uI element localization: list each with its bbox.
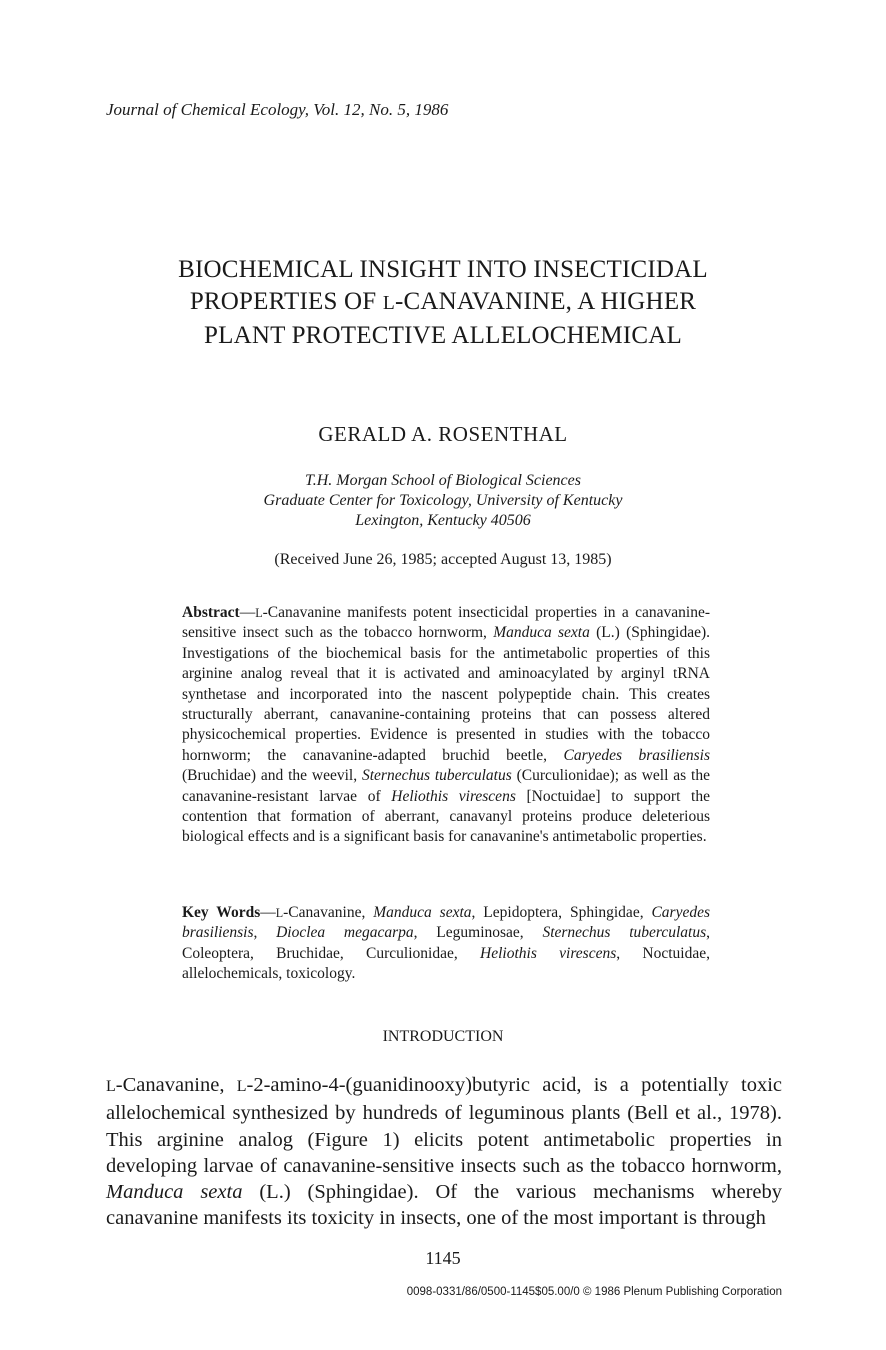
affiliation-line-1: T.H. Morgan School of Biological Sciences xyxy=(305,472,581,489)
author-name: GERALD A. ROSENTHAL xyxy=(318,422,568,446)
affiliation xyxy=(0,471,886,531)
affiliation-line-3: Lexington, Kentucky 40506 xyxy=(355,512,531,529)
page-number: 1145 xyxy=(425,1248,461,1268)
paper-title xyxy=(0,254,886,352)
introduction-paragraph: L-Canavanine, L-2-amino-4-(guanidinooxy)butyric acid, is a potentially toxic allelochemical synthesized by hundreds of leguminous plants (Bell et al., 1978). This arginine analog (Figure 1) elicits potent antimetabolic properties in developing larvae of canavanine-sensitive insects such as the tobacco hornworm, Manduca sexta (L.) (Sphingidae). Of the various mechanisms whereby canavanine manifests its toxicity in insects, one of the most important is through xyxy=(106,1074,783,1230)
journal-citation: Journal of Chemical Ecology, Vol. 12, No. 5, 1986 xyxy=(106,100,449,119)
received-dates: (Received June 26, 1985; accepted August 13, 1985) xyxy=(274,551,612,568)
abstract: Abstract—L-Canavanine manifests potent insecticidal properties in a canavanine-sensitive insect such as the tobacco hornworm, Manduca sexta (L.) (Sphingidae). Investigations of the biochemical basis for the antimetabolic properties of this arginine analog reveal that it is activated and aminoacylated by arginyl tRNA synthetase and incorporated into the nascent polypeptide chain. This creates structurally aberrant, canavanine-containing proteins that can possess altered physicochemical properties. Evidence is presented in studies with the tobacco hornworm; the canavanine-adapted bruchid beetle, Caryedes brasiliensis (Bruchidae) and the weevil, Sternechus tuberculatus (Curculionidae); as well as the canavanine-resistant larvae of Heliothis virescens [Noctuidae] to support the contention that formation of aberrant, canavanyl proteins produce deleterious biological effects and is a significant basis for canavanine's antimetabolic properties. xyxy=(182,604,711,846)
abstract-label: Abstract xyxy=(182,604,240,621)
key-words-label: Key Words xyxy=(182,904,261,921)
title-line-3: PLANT PROTECTIVE ALLELOCHEMICAL xyxy=(204,322,682,349)
affiliation-line-2: Graduate Center for Toxicology, University of Kentucky xyxy=(263,492,623,509)
key-words: Key Words—L-Canavanine, Manduca sexta, Lepidoptera, Sphingidae, Caryedes brasiliensis, Dioclea megacarpa, Leguminosae, Sternechus tuberculatus, Coleoptera, Bruchidae, Curculionidae, Heliothis virescens, Noctuidae, allelochemicals, toxicology. xyxy=(182,904,711,983)
title-line-2: PROPERTIES OF L-CANAVANINE, A HIGHER xyxy=(189,288,697,315)
section-heading-introduction: INTRODUCTION xyxy=(382,1028,504,1045)
title-line-1: BIOCHEMICAL INSIGHT INTO INSECTICIDAL xyxy=(178,256,708,283)
copyright-footer: 0098-0331/86/0500-1145$05.00/0 © 1986 Plenum Publishing Corporation xyxy=(406,1286,782,1298)
